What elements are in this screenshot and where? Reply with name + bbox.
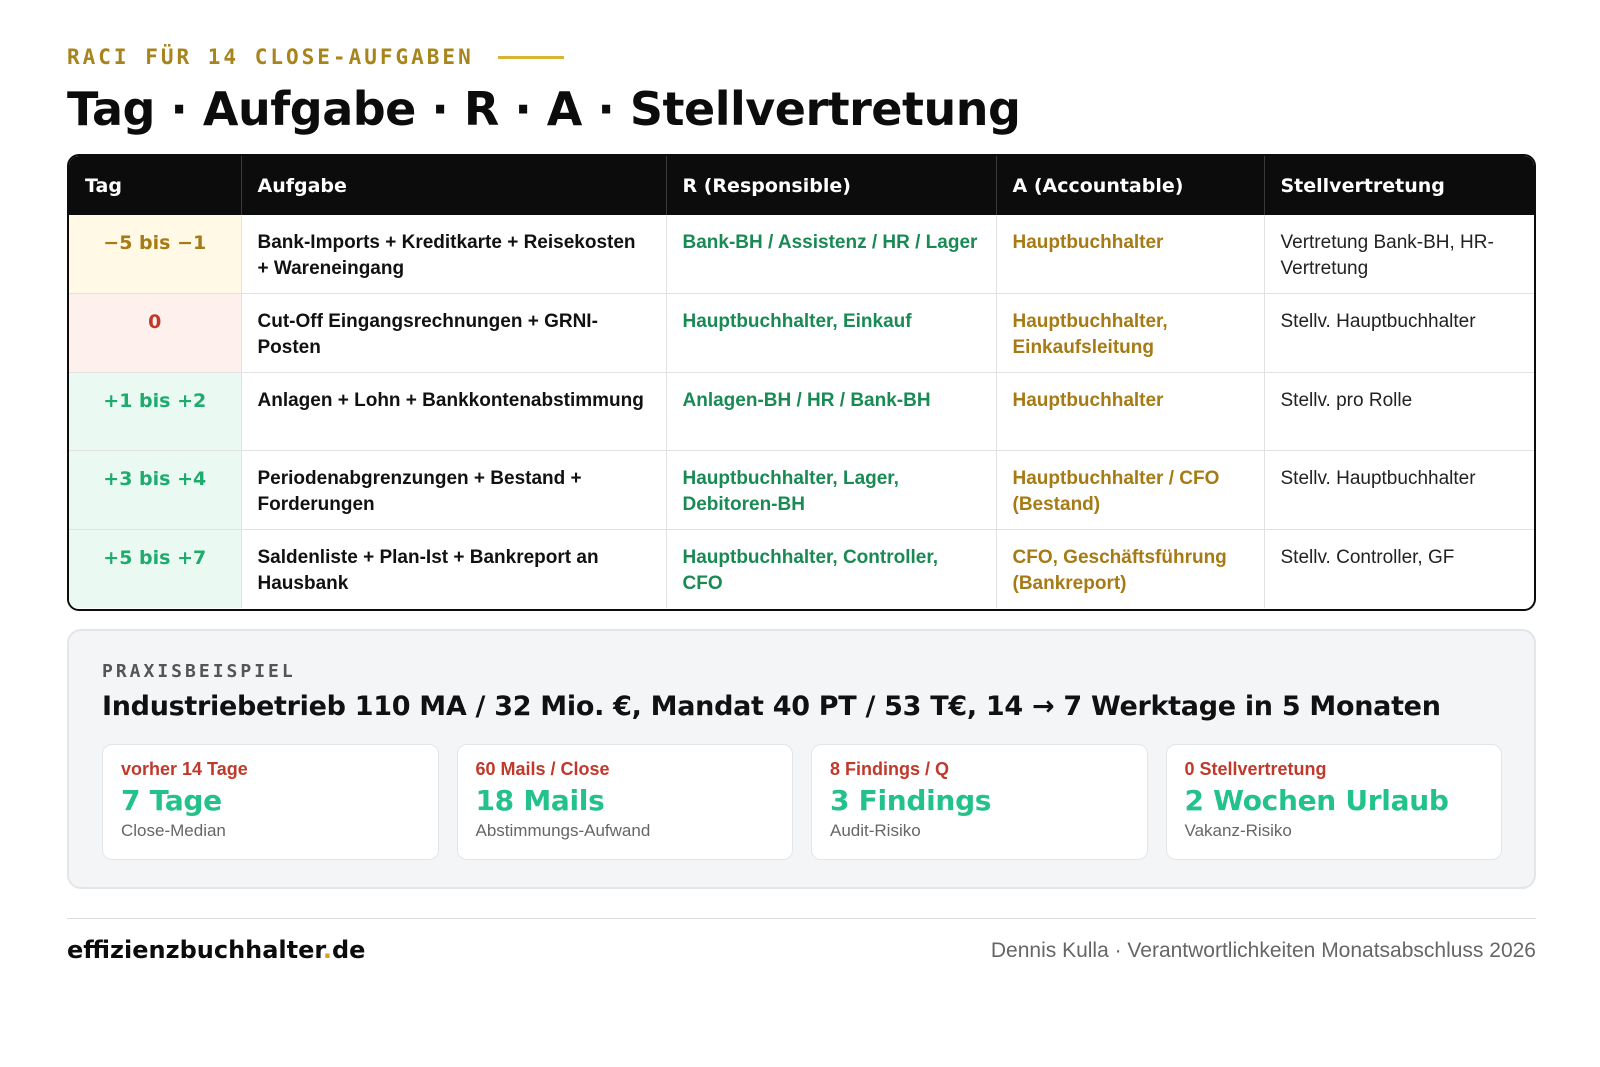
row-tag-cell: −5 bis −1: [69, 215, 241, 294]
eyebrow-divider: [498, 56, 564, 59]
table-header-row: [69, 156, 1534, 215]
row-task-cell: Saldenliste + Plan-Ist + Bankreport an Hausbank: [241, 529, 666, 608]
row-responsible-cell: Hauptbuchhalter, Einkauf: [666, 294, 996, 373]
kpi-after: 7 Tage: [121, 784, 222, 817]
brand-logo[interactable]: [67, 936, 365, 964]
raci-table: [67, 154, 1536, 611]
row-accountable-cell: CFO, Geschäftsführung (Bankreport): [996, 529, 1264, 608]
row-responsible-cell: Bank-BH / Assistenz / HR / Lager: [666, 215, 996, 294]
kpi-before: 0 Stellvertretung: [1184, 759, 1327, 779]
row-deputy-cell: Vertretung Bank-BH, HR-Vertretung: [1280, 232, 1494, 279]
table-row: [69, 372, 1534, 451]
footer-divider: [67, 918, 1536, 919]
kpi-metric: Vakanz-Risiko: [1184, 821, 1292, 840]
row-accountable-cell: Hauptbuchhalter, Einkaufsleitung: [996, 294, 1264, 373]
row-task-cell: Bank-Imports + Kreditkarte + Reisekosten + Wareneingang: [241, 215, 666, 294]
eyebrow-label: RACI FÜR 14 CLOSE-AUFGABEN: [67, 45, 474, 69]
row-accountable-cell: Hauptbuchhalter / CFO (Bestand): [996, 451, 1264, 530]
kpi-after: 18 Mails: [475, 784, 605, 817]
column-header-deputy: Stellvertretung: [1264, 156, 1534, 215]
row-deputy-cell: Stellv. Controller, GF: [1264, 529, 1534, 608]
column-header-task: Aufgabe: [241, 156, 666, 215]
footer-credit: Dennis Kulla · Verantwortlichkeiten Monatsabschluss 2026: [990, 939, 1536, 962]
row-task-cell: Cut-Off Eingangsrechnungen + GRNI-Posten: [241, 294, 666, 373]
row-tag-cell: +1 bis +2: [69, 372, 241, 451]
brand-tld: de: [331, 936, 366, 964]
kpi-card: [457, 744, 794, 860]
row-accountable-cell: Hauptbuchhalter: [996, 215, 1264, 294]
row-tag-cell: 0: [69, 294, 241, 373]
table-row: [69, 215, 1534, 294]
table-row: [69, 451, 1534, 530]
row-responsible-cell: Hauptbuchhalter, Controller, CFO: [666, 529, 996, 608]
page-title: Tag · Aufgabe · R · A · Stellvertretung: [67, 82, 1021, 136]
column-header-accountable: A (Accountable): [996, 156, 1264, 215]
kpi-card: [102, 744, 439, 860]
row-tag-cell: +5 bis +7: [69, 529, 241, 608]
eyebrow-row: [67, 45, 564, 69]
row-tag-cell: +3 bis +4: [69, 451, 241, 530]
row-task-cell: Anlagen + Lohn + Bankkontenabstimmung: [241, 372, 666, 451]
example-panel: [67, 629, 1536, 889]
column-header-responsible: R (Responsible): [666, 156, 996, 215]
kpi-after: 3 Findings: [830, 784, 992, 817]
table-row: [69, 294, 1534, 373]
column-header-tag: Tag: [69, 156, 241, 215]
kpi-after: 2 Wochen Urlaub: [1184, 784, 1449, 817]
kpi-cards: [102, 744, 1502, 860]
kpi-before: 8 Findings / Q: [830, 759, 950, 779]
row-responsible-cell: Anlagen-BH / HR / Bank-BH: [666, 372, 996, 451]
example-title: Industriebetrieb 110 MA / 32 Mio. €, Mandat 40 PT / 53 T€, 14 → 7 Werktage in 5 Monaten: [102, 691, 1441, 722]
kpi-metric: Audit-Risiko: [830, 821, 921, 840]
row-deputy-cell: Stellv. pro Rolle: [1264, 372, 1534, 451]
example-label: PRAXISBEISPIEL: [102, 661, 296, 682]
kpi-card: [1166, 744, 1503, 860]
kpi-before: 60 Mails / Close: [475, 759, 610, 779]
row-task-cell: Periodenabgrenzungen + Bestand + Forderungen: [241, 451, 666, 530]
table-row: [69, 529, 1534, 608]
row-accountable-cell: Hauptbuchhalter: [996, 372, 1264, 451]
kpi-before: vorher 14 Tage: [121, 759, 248, 779]
brand-dot: .: [322, 936, 332, 964]
row-responsible-cell: Hauptbuchhalter, Lager, Debitoren-BH: [666, 451, 996, 530]
brand-name: effizienzbuchhalter: [67, 936, 323, 964]
kpi-card: [811, 744, 1148, 860]
row-deputy-cell: Stellv. Hauptbuchhalter: [1264, 294, 1534, 373]
kpi-metric: Close-Median: [121, 821, 226, 840]
kpi-metric: Abstimmungs-Aufwand: [475, 821, 651, 840]
row-deputy-cell: Stellv. Hauptbuchhalter: [1264, 451, 1534, 530]
